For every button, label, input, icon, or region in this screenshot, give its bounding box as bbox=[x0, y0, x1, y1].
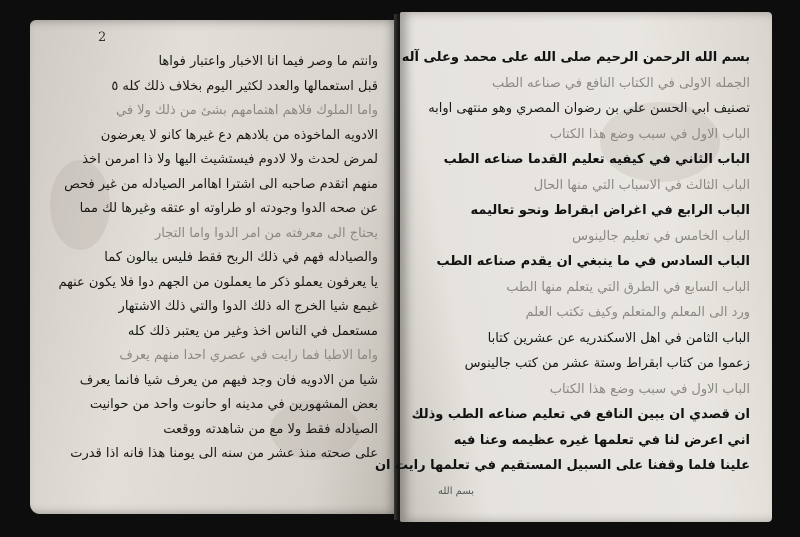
left-page-line: منهم اتقدم صاحبه الى اشترا اهاامر الصيادله من غير فحص bbox=[64, 176, 378, 192]
left-page-line: واما الملوك فلاهم اهتمامهم بشئ من ذلك ولا في bbox=[115, 103, 378, 118]
right-page-line: الجمله الاولى في الكتاب النافع في صناعه الطب bbox=[492, 75, 750, 91]
right-page-line: الباب السادس في ما ينبغي ان يقدم صناعه الطب bbox=[436, 254, 750, 269]
left-page-line: يا يعرفون يعملو ذكر ما يعملون من الجهم دوا فلا يكون عنهم bbox=[58, 274, 378, 290]
right-page-line: الباب الثالث في الاسباب التي منها الحال bbox=[533, 177, 750, 193]
right-page-line: الباب الثاني في كيفيه تعليم القدما صناعه الطب bbox=[443, 152, 750, 167]
right-page-line: زعموا من كتاب ابقراط وستة عشر من كتب جالينوس bbox=[464, 356, 750, 371]
right-page-text bbox=[374, 48, 750, 488]
left-page-line: شيا من الادويه فان وجد فيهم من يعرف شيا فانما يعرف bbox=[79, 372, 378, 388]
catchword: بسم الله bbox=[438, 486, 475, 497]
left-page-line: عن صحه الدوا وجودته او طراوته او عتقه وغيرها لك مما bbox=[79, 201, 378, 216]
right-page-line: تصنيف ابي الحسن علي بن رضوان المصري وهو منتهى اوابه bbox=[428, 101, 750, 116]
left-page-line: قبل استعمالها والعدد لكثير اليوم بخلاف ذلك كله ٥ bbox=[111, 78, 378, 94]
right-page-line: الباب الاول في سبب وضع هذا الكتاب bbox=[549, 381, 750, 397]
left-page-line: يحتاج الى معرفته من امر الدوا واما التجار bbox=[155, 225, 378, 241]
left-page-line: على صحته منذ عشر من سنه الى يومنا هذا فانه اذا قدرت bbox=[70, 446, 378, 461]
left-page-line: الادويه الماخوذه من بلادهم دع غيرها كانو لا يعرضون bbox=[100, 127, 378, 143]
left-page-text bbox=[48, 52, 378, 472]
left-page-line: والصيادله فهم في ذلك الربح فقط فليس يبالون كما bbox=[104, 250, 378, 265]
left-page-line: واما الاطبا فما رايت في عصري احدا منهم يعرف bbox=[119, 348, 378, 363]
right-page-line: ورد الى المعلم والمتعلم وكيف تكتب العلم bbox=[525, 305, 750, 320]
right-page-line: الباب الرابع في اغراض ابقراط ونحو تعاليمه bbox=[470, 203, 750, 218]
right-page-line: الباب السابع في الطرق التي يتعلم منها الطب bbox=[506, 279, 750, 295]
left-page-line: لمرض لحدث ولا لادوم فيستشيث اليها ولا ذا امرمن اخذ bbox=[82, 152, 378, 167]
left-page-line: الصيادله فقط ولا مع من شاهدته ووقعت bbox=[163, 421, 378, 437]
right-page-line: الباب الاول في سبب وضع هذا الكتاب bbox=[549, 126, 750, 142]
right-page-line: ان قصدي ان يبين النافع في تعليم صناعه الطب وذلك bbox=[411, 407, 750, 422]
right-page-line: علينا فلما وقفنا على السبيل المستقيم في تعلمها رايت ان bbox=[374, 458, 750, 473]
folio-number: 2 bbox=[98, 30, 107, 45]
right-page-line: بسم الله الرحمن الرحيم صلى الله على محمد وعلى آله bbox=[401, 50, 750, 65]
left-page-line: وانتم ما وصر فيما انا الاخبار واعتبار فواها bbox=[158, 54, 378, 69]
right-page-line: الباب الخامس في تعليم جالينوس bbox=[572, 228, 750, 244]
right-page-line: اني اعرض لنا في تعلمها غيره عظيمه وعنا فيه bbox=[453, 432, 750, 448]
left-page-line: مستعمل في الناس اخذ وغير من يعتبر ذلك كله bbox=[127, 323, 378, 339]
right-page-line: الباب الثامن في اهل الاسكندريه عن عشرين كتابا bbox=[487, 330, 750, 346]
left-page-line: غيمع شيا الخرج اله ذلك الدوا والتي ذلك الاشتهار bbox=[118, 299, 378, 314]
left-page-line: بعض المشهورين في مدينه او حانوت واحد من حوانيت bbox=[89, 397, 378, 412]
